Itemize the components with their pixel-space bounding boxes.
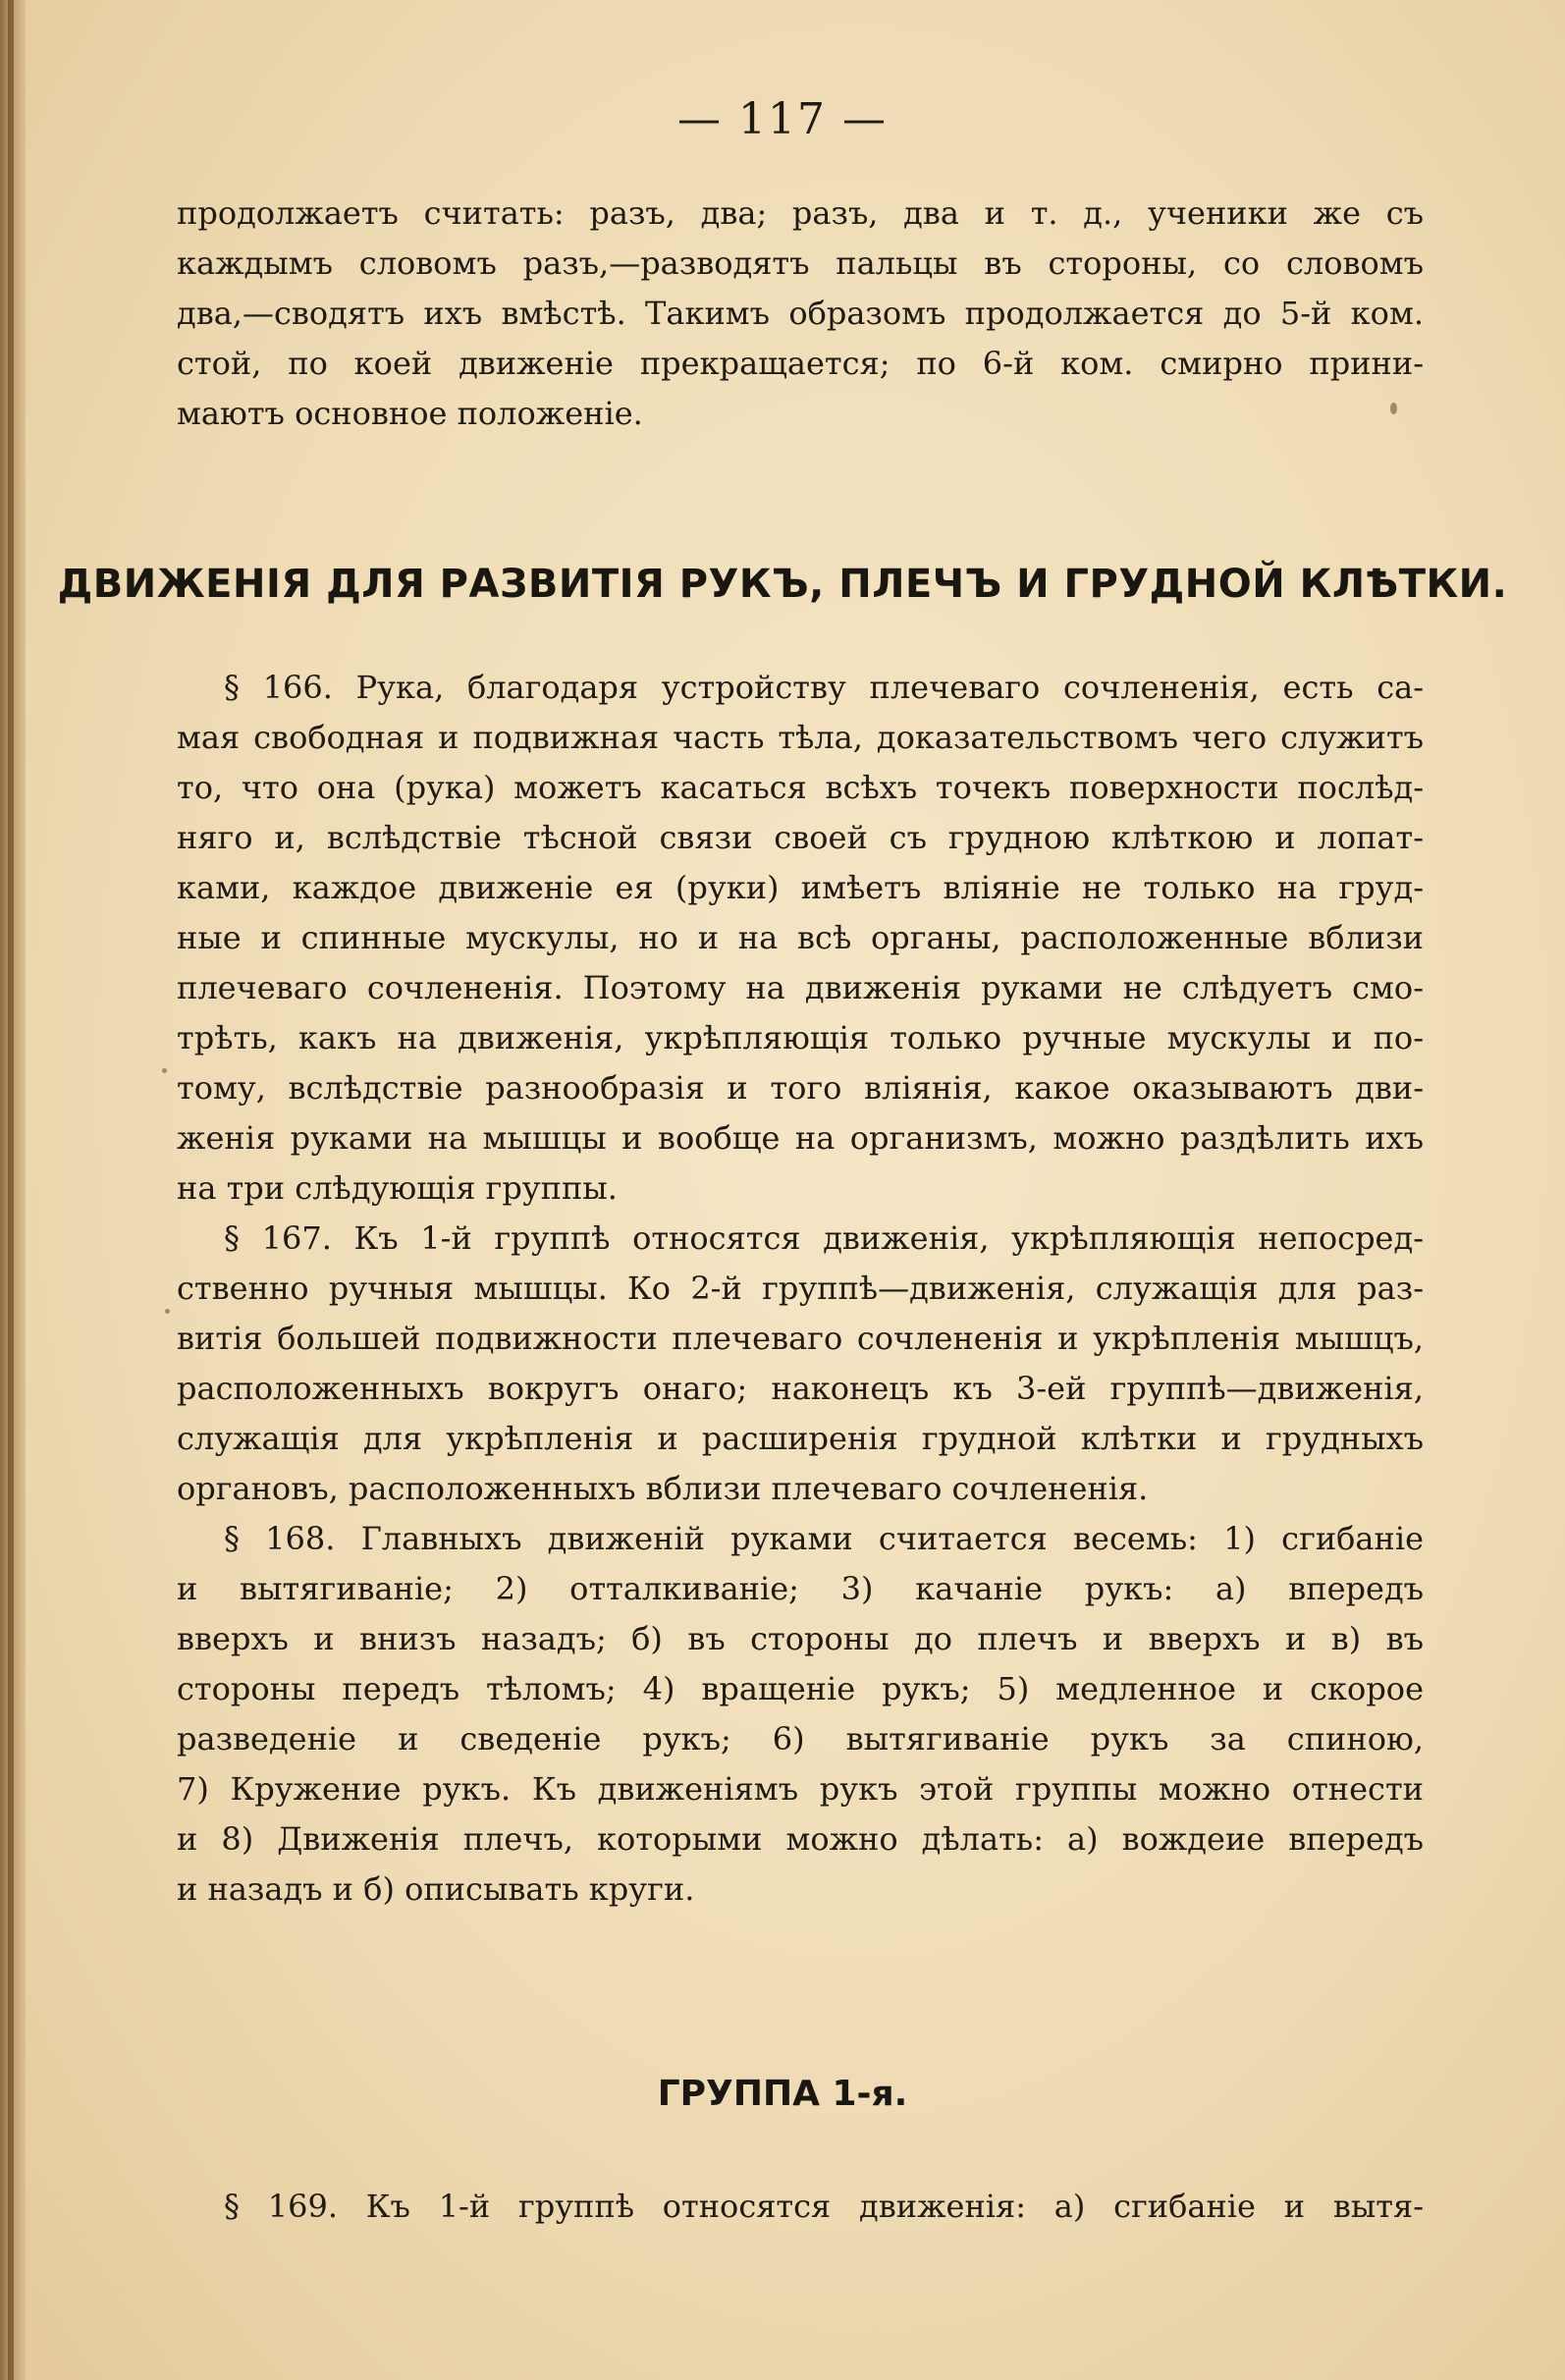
paragraph-166 (177, 663, 1424, 1915)
text-line: § 166. Рука, благодаря устройству плечеваго сочлененія, есть са- (224, 669, 1424, 706)
text-line: § 168. Главныхъ движеній руками считается весемь: 1) сгибаніе (224, 1520, 1424, 1557)
text-line: разведеніе и сведеніе рукъ; 6) вытягиваніе рукъ за спиною, (177, 1720, 1424, 1758)
text-line: стой, по коей движеніе прекращается; по 6-й ком. смирно прини- (177, 345, 1424, 382)
text-line: женія руками на мышцы и вообще на организмъ, можно раздѣлить ихъ (177, 1119, 1424, 1157)
text-line: няго и, вслѣдствіе тѣсной связи своей съ грудною клѣткою и лопат- (177, 819, 1424, 856)
ink-speck (162, 1068, 167, 1073)
text-line: § 167. Къ 1-й группѣ относятся движенія, укрѣпляющія непосред- (224, 1219, 1424, 1257)
text-line: два,—сводятъ ихъ вмѣстѣ. Такимъ образомъ продолжается до 5-й ком. (177, 295, 1424, 332)
text-line: § 169. Къ 1-й группѣ относятся движенія: а) сгибаніе и вытя- (224, 2188, 1424, 2225)
text-line: ками, каждое движеніе ея (руки) имѣетъ вліяніе не только на груд- (177, 869, 1424, 906)
text-line: стороны передъ тѣломъ; 4) вращеніе рукъ; 5) медленное и скорое (177, 1670, 1424, 1707)
text-line: трѣть, какъ на движенія, укрѣпляющія только ручные мускулы и по- (177, 1019, 1424, 1056)
text-line: и вытягиваніе; 2) отталкиваніе; 3) качаніе рукъ: а) впередъ (177, 1570, 1424, 1607)
text-line: маютъ основное положеніе. (177, 395, 643, 432)
paragraph-169 (177, 2182, 1424, 2232)
text-line: витія большей подвижности плечеваго сочлененія и укрѣпленія мышцъ, (177, 1320, 1424, 1357)
text-line: каждымъ словомъ разъ,—разводятъ пальцы въ стороны, со словомъ (177, 244, 1424, 282)
paragraph-continuation (177, 189, 1424, 439)
text-line: тому, вслѣдствіе разнообразія и того вліянія, какое оказываютъ дви- (177, 1069, 1424, 1107)
ink-speck (165, 1309, 170, 1314)
text-line: то, что она (рука) можетъ касаться всѣхъ точекъ поверхности послѣд- (177, 769, 1424, 806)
text-line: и 8) Движенія плечъ, которыми можно дѣлать: а) вождеие впередъ (177, 1820, 1424, 1858)
text-line: вверхъ и внизъ назадъ; б) въ стороны до плечъ и вверхъ и в) въ (177, 1620, 1424, 1657)
group-heading: ГРУППА 1-я. (657, 2074, 908, 2114)
text-line: и назадъ и б) описывать круги. (177, 1870, 695, 1908)
page-number: — 117 — (677, 94, 888, 144)
text-line: на три слѣдующія группы. (177, 1169, 618, 1207)
text-line: мая свободная и подвижная часть тѣла, доказательствомъ чего служитъ (177, 719, 1424, 756)
text-line: служащія для укрѣпленія и расширенія грудной клѣтки и грудныхъ (177, 1420, 1424, 1457)
binding-edge (8, 0, 14, 2380)
text-line: плечеваго сочлененія. Поэтому на движенія руками не слѣдуетъ смо- (177, 969, 1424, 1006)
ink-speck (1390, 403, 1397, 414)
text-line: продолжаетъ считать: разъ, два; разъ, два и т. д., ученики же съ (177, 194, 1424, 232)
text-line: 7) Кружение рукъ. Къ движеніямъ рукъ этой группы можно отнести (177, 1770, 1424, 1808)
section-heading: ДВИЖЕНІЯ ДЛЯ РАЗВИТІЯ РУКЪ, ПЛЕЧЪ И ГРУДНОЙ КЛѢТКИ. (57, 562, 1508, 607)
text-line: ственно ручныя мышцы. Ко 2-й группѣ—движенія, служащія для раз- (177, 1270, 1424, 1307)
text-line: органовъ, расположенныхъ вблизи плечеваго сочлененія. (177, 1470, 1149, 1507)
text-line: ные и спинные мускулы, но и на всѣ органы, расположенные вблизи (177, 919, 1424, 956)
text-line: расположенныхъ вокругъ онаго; наконецъ къ 3-ей группѣ—движенія, (177, 1370, 1424, 1407)
